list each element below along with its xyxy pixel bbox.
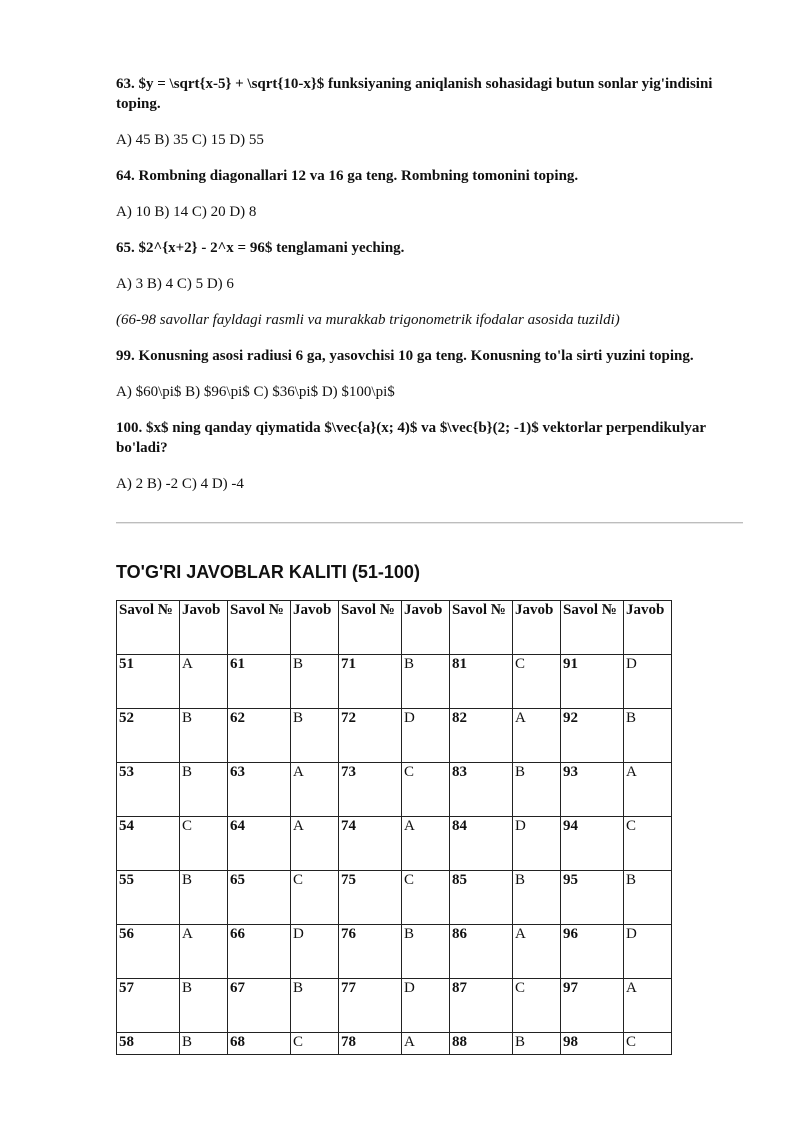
answer-cell: B <box>513 763 561 817</box>
question-number-cell: 64 <box>228 817 291 871</box>
table-row <box>117 871 672 925</box>
question-number-cell: 54 <box>117 817 180 871</box>
answer-cell: A <box>291 763 339 817</box>
answer-key-header-row <box>117 601 672 655</box>
answer-cell: B <box>180 709 228 763</box>
question-number-cell: 77 <box>339 979 402 1033</box>
horizontal-divider <box>116 522 743 524</box>
question-number-cell: 72 <box>339 709 402 763</box>
question-number-cell: 55 <box>117 871 180 925</box>
question-number-cell: 61 <box>228 655 291 709</box>
answer-cell: C <box>624 817 672 871</box>
answer-options-99: A) $60\pi$ B) $96\pi$ C) $36\pi$ D) $100\pi$ <box>116 384 395 400</box>
answer-cell: A <box>624 763 672 817</box>
table-row <box>117 979 672 1033</box>
answer-cell: B <box>513 1033 561 1055</box>
question-number-cell: 83 <box>450 763 513 817</box>
table-row <box>117 817 672 871</box>
question-number-cell: 73 <box>339 763 402 817</box>
header-savol: Savol № <box>117 601 180 655</box>
answer-cell: C <box>402 871 450 925</box>
answer-cell: D <box>402 979 450 1033</box>
answer-key-title: TO'G'RI JAVOBLAR KALITI (51-100) <box>116 562 420 582</box>
answer-cell: B <box>180 1033 228 1055</box>
question-number-cell: 81 <box>450 655 513 709</box>
question-number-cell: 97 <box>561 979 624 1033</box>
question-number-cell: 58 <box>117 1033 180 1055</box>
question-100: 100. $x$ ning qanday qiymatida $\vec{a}(x; 4)$ va $\vec{b}(2; -1)$ vektorlar perpendikulyar bo'ladi? <box>116 420 706 456</box>
answer-options-100: A) 2 B) -2 C) 4 D) -4 <box>116 476 244 492</box>
answer-cell: B <box>180 763 228 817</box>
answer-cell: B <box>291 655 339 709</box>
question-number-cell: 95 <box>561 871 624 925</box>
question-number-cell: 94 <box>561 817 624 871</box>
question-number-cell: 98 <box>561 1033 624 1055</box>
question-number-cell: 66 <box>228 925 291 979</box>
question-number-cell: 62 <box>228 709 291 763</box>
answer-cell: C <box>513 979 561 1033</box>
answer-cell: C <box>180 817 228 871</box>
answer-cell: D <box>624 655 672 709</box>
question-number-cell: 76 <box>339 925 402 979</box>
question-number-cell: 52 <box>117 709 180 763</box>
answer-cell: D <box>402 709 450 763</box>
answer-cell: B <box>624 871 672 925</box>
question-number-cell: 57 <box>117 979 180 1033</box>
answer-cell: C <box>291 871 339 925</box>
question-number-cell: 78 <box>339 1033 402 1055</box>
table-row <box>117 709 672 763</box>
question-99: 99. Konusning asosi radiusi 6 ga, yasovchisi 10 ga teng. Konusning to'la sirti yuzini toping. <box>116 348 694 364</box>
header-savol: Savol № <box>450 601 513 655</box>
answer-cell: B <box>291 709 339 763</box>
header-javob: Javob <box>513 601 561 655</box>
answer-options-63: A) 45 B) 35 C) 15 D) 55 <box>116 132 264 148</box>
answer-cell: B <box>180 979 228 1033</box>
table-row <box>117 1033 672 1055</box>
header-savol: Savol № <box>561 601 624 655</box>
question-number-cell: 56 <box>117 925 180 979</box>
question-number-cell: 88 <box>450 1033 513 1055</box>
question-number-cell: 85 <box>450 871 513 925</box>
header-javob: Javob <box>291 601 339 655</box>
header-javob: Javob <box>624 601 672 655</box>
answer-cell: A <box>180 655 228 709</box>
question-number-cell: 96 <box>561 925 624 979</box>
table-row <box>117 763 672 817</box>
question-number-cell: 53 <box>117 763 180 817</box>
answer-cell: B <box>180 871 228 925</box>
question-number-cell: 71 <box>339 655 402 709</box>
header-javob: Javob <box>402 601 450 655</box>
answer-cell: B <box>402 925 450 979</box>
header-savol: Savol № <box>228 601 291 655</box>
answer-cell: A <box>513 925 561 979</box>
answer-cell: D <box>624 925 672 979</box>
question-number-cell: 87 <box>450 979 513 1033</box>
answer-cell: C <box>513 655 561 709</box>
answer-cell: B <box>513 871 561 925</box>
note-66-98: (66-98 savollar fayldagi rasmli va murakkab trigonometrik ifodalar asosida tuzildi) <box>116 312 620 328</box>
header-javob: Javob <box>180 601 228 655</box>
question-64: 64. Rombning diagonallari 12 va 16 ga teng. Rombning tomonini toping. <box>116 168 579 184</box>
answer-cell: A <box>291 817 339 871</box>
answer-options-64: A) 10 B) 14 C) 20 D) 8 <box>116 204 257 220</box>
answer-cell: B <box>402 655 450 709</box>
answer-cell: C <box>402 763 450 817</box>
question-63: 63. $y = \sqrt{x-5} + \sqrt{10-x}$ funksiyaning aniqlanish sohasidagi butun sonlar yig'indisini toping. <box>116 76 713 112</box>
answer-cell: D <box>513 817 561 871</box>
answer-cell: B <box>291 979 339 1033</box>
table-row <box>117 925 672 979</box>
answer-cell: A <box>513 709 561 763</box>
header-savol: Savol № <box>339 601 402 655</box>
question-number-cell: 86 <box>450 925 513 979</box>
question-65: 65. $2^{x+2} - 2^x = 96$ tenglamani yeching. <box>116 240 405 256</box>
answer-options-65: A) 3 B) 4 C) 5 D) 6 <box>116 276 234 292</box>
answer-key-table <box>116 600 672 1055</box>
table-row <box>117 655 672 709</box>
question-number-cell: 51 <box>117 655 180 709</box>
answer-cell: A <box>180 925 228 979</box>
question-number-cell: 74 <box>339 817 402 871</box>
question-number-cell: 92 <box>561 709 624 763</box>
question-list <box>116 74 746 510</box>
question-number-cell: 84 <box>450 817 513 871</box>
answer-cell: A <box>402 817 450 871</box>
question-number-cell: 63 <box>228 763 291 817</box>
answer-cell: A <box>624 979 672 1033</box>
question-number-cell: 91 <box>561 655 624 709</box>
answer-cell: C <box>291 1033 339 1055</box>
answer-cell: C <box>624 1033 672 1055</box>
answer-cell: A <box>402 1033 450 1055</box>
question-number-cell: 75 <box>339 871 402 925</box>
question-number-cell: 67 <box>228 979 291 1033</box>
answer-cell: D <box>291 925 339 979</box>
question-number-cell: 65 <box>228 871 291 925</box>
question-number-cell: 82 <box>450 709 513 763</box>
question-number-cell: 68 <box>228 1033 291 1055</box>
question-number-cell: 93 <box>561 763 624 817</box>
answer-cell: B <box>624 709 672 763</box>
